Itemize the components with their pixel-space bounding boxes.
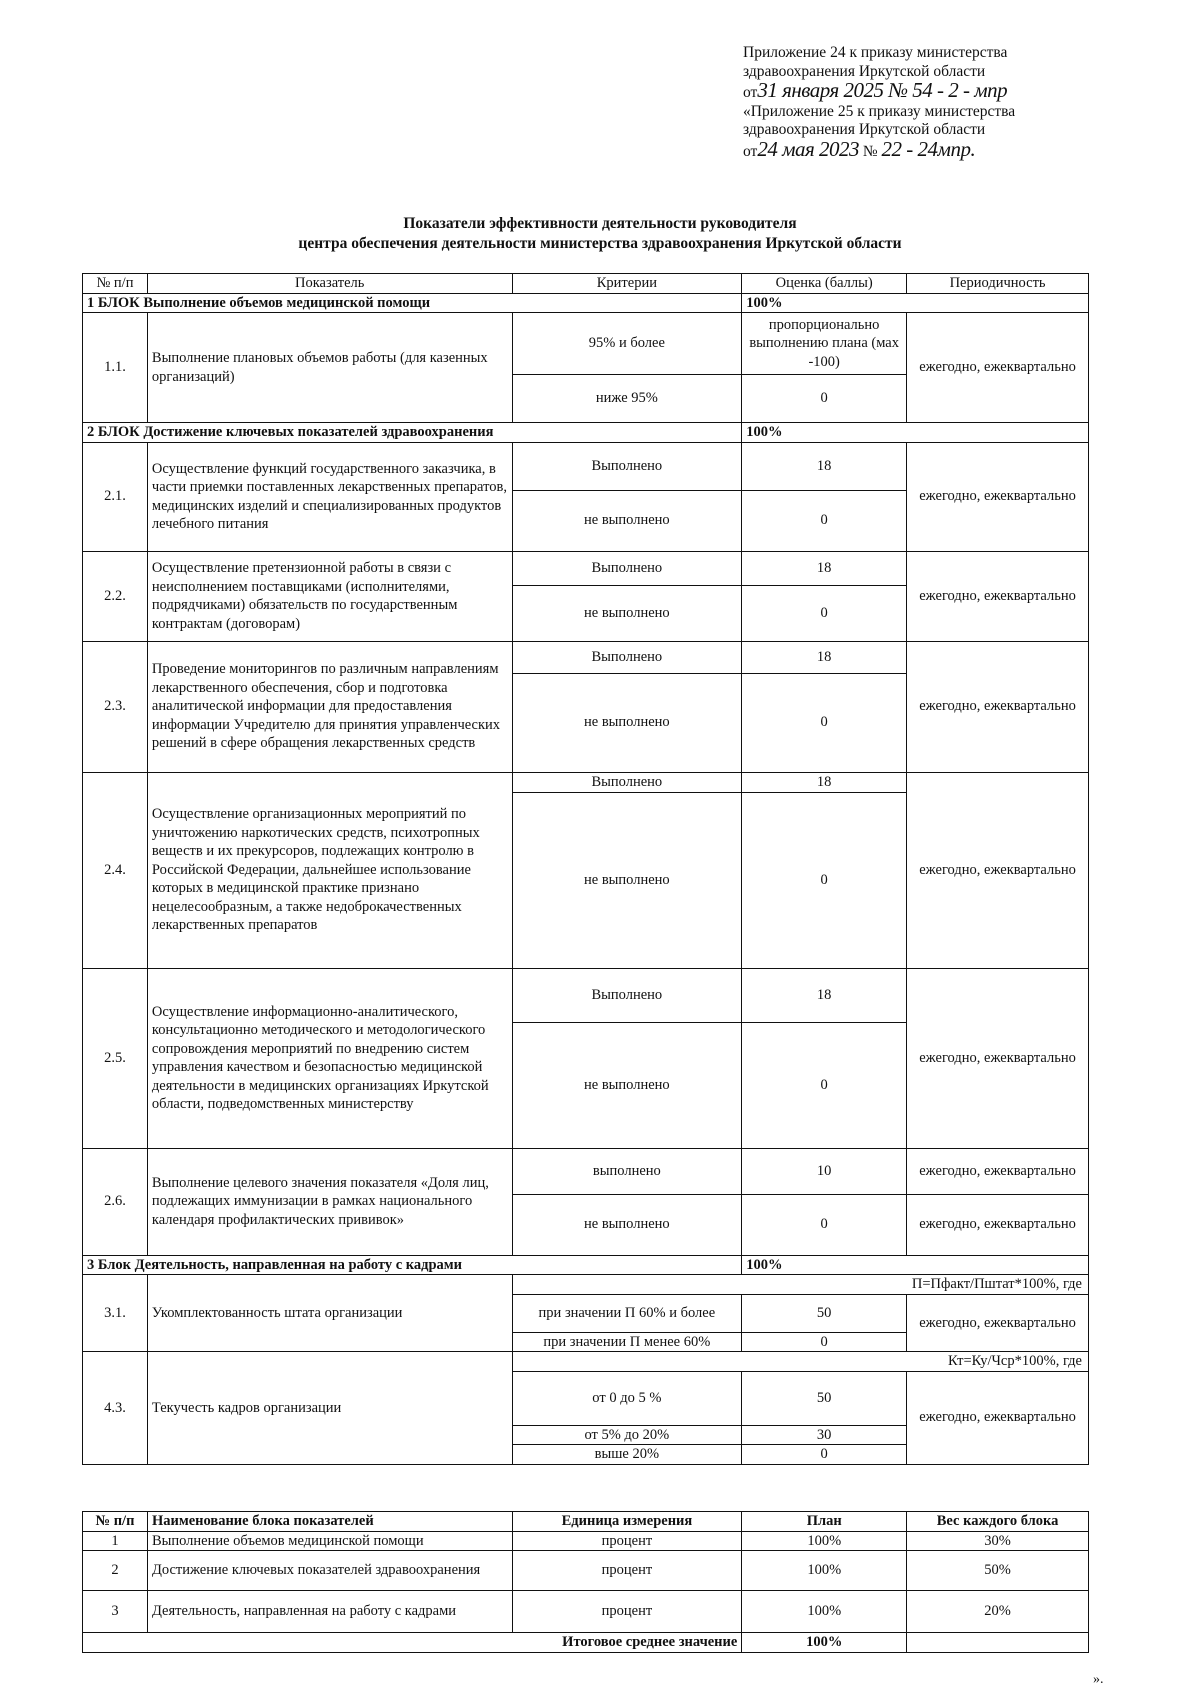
- score: 0: [742, 1194, 907, 1255]
- score: 18: [742, 641, 907, 673]
- row-indicator: Выполнение плановых объемов работы (для казенных организаций): [147, 313, 512, 423]
- table-row: [83, 1275, 1089, 1295]
- criterion: от 5% до 20%: [512, 1425, 742, 1445]
- score: 30: [742, 1425, 907, 1445]
- block-name: Деятельность, направленная на работу с кадрами: [147, 1591, 512, 1633]
- row-indicator: Проведение мониторингов по различным направлениям лекарственного обеспечения, сбор и подготовка аналитической информации для предоставления информации Учредителю для принятия управленческих решений в сфере обращения лекарственных средств: [147, 641, 512, 772]
- criterion: Выполнено: [512, 442, 742, 490]
- plan: 100%: [742, 1591, 907, 1633]
- row-num: 2.4.: [83, 772, 148, 968]
- period: ежегодно, ежеквартально: [907, 968, 1089, 1148]
- criterion: выше 20%: [512, 1445, 742, 1465]
- col-header-score: Оценка (баллы): [742, 274, 907, 294]
- block-3-pct: 100%: [742, 1255, 1089, 1275]
- table-row: [83, 968, 1089, 1022]
- period: ежегодно, ежеквартально: [907, 641, 1089, 772]
- table-row: [83, 641, 1089, 673]
- score: 0: [742, 792, 907, 968]
- score: 0: [742, 673, 907, 772]
- criterion: не выполнено: [512, 490, 742, 551]
- table-row: [83, 1148, 1089, 1194]
- criterion: Выполнено: [512, 641, 742, 673]
- row-indicator: Осуществление претензионной работы в связи с неисполнением поставщиками (исполнителями, подрядчиками) обязательств по государственным контрактам (договорам): [147, 551, 512, 641]
- total-plan: 100%: [742, 1633, 907, 1653]
- header-line-1: Приложение 24 к приказу министерства: [743, 44, 1008, 61]
- block-weights-table: [82, 1511, 1089, 1653]
- period: ежегодно, ежеквартально: [907, 442, 1089, 551]
- criterion: не выполнено: [512, 1022, 742, 1148]
- score: 18: [742, 442, 907, 490]
- header-from-prefix: от: [743, 84, 758, 101]
- table-header-row: [83, 1512, 1089, 1532]
- score: 0: [742, 585, 907, 641]
- row-num: 3: [83, 1591, 148, 1633]
- header-line-3: [743, 78, 1015, 103]
- period: ежегодно, ежеквартально: [907, 1294, 1089, 1352]
- score: 50: [742, 1294, 907, 1332]
- criterion: Выполнено: [512, 968, 742, 1022]
- score: 0: [742, 490, 907, 551]
- total-label: Итоговое среднее значение: [83, 1633, 742, 1653]
- period: ежегодно, ежеквартально: [907, 1148, 1089, 1194]
- row-indicator: Осуществление организационных мероприятий по уничтожению наркотических средств, психотропных веществ и их прекурсоров, подлежащих контролю в Российской Федерации, дальнейшее использование которых в медицинской практике признано нецелесообразным, а также недоброкачественных лекарственных препаратов: [147, 772, 512, 968]
- row-indicator: Выполнение целевого значения показателя «Доля лиц, подлежащих иммунизации в рамках национального календаря профилактических прививок»: [147, 1148, 512, 1255]
- block-3-label: 3 Блок Деятельность, направленная на работу с кадрами: [83, 1255, 742, 1275]
- criterion: не выполнено: [512, 673, 742, 772]
- period: ежегодно, ежеквартально: [907, 772, 1089, 968]
- total-row: [83, 1633, 1089, 1653]
- score: 50: [742, 1371, 907, 1425]
- col-header-plan: План: [742, 1512, 907, 1532]
- col-header-num: № п/п: [83, 1512, 148, 1532]
- document-title: [0, 214, 1200, 254]
- row-indicator: Укомплектованность штата организации: [147, 1275, 512, 1352]
- block-1-pct: 100%: [742, 293, 1089, 313]
- row-num: 3.1.: [83, 1275, 148, 1352]
- block-row: [83, 293, 1089, 313]
- row-num: 1.1.: [83, 313, 148, 423]
- weight: 50%: [907, 1551, 1089, 1591]
- row-num: 2: [83, 1551, 148, 1591]
- unit: процент: [512, 1591, 742, 1633]
- score: 10: [742, 1148, 907, 1194]
- row-num: 2.6.: [83, 1148, 148, 1255]
- block-row: [83, 1255, 1089, 1275]
- formula: Кт=Ку/Чср*100%, где: [512, 1352, 1089, 1372]
- header-number-sign: №: [862, 142, 878, 160]
- row-num: 1: [83, 1531, 148, 1551]
- criterion: при значении П 60% и более: [512, 1294, 742, 1332]
- plan: 100%: [742, 1531, 907, 1551]
- criterion: Выполнено: [512, 772, 742, 792]
- table-row: [83, 1551, 1089, 1591]
- row-indicator: Текучесть кадров организации: [147, 1352, 512, 1465]
- score: 18: [742, 968, 907, 1022]
- table-row: [83, 442, 1089, 490]
- table-row: [83, 313, 1089, 375]
- header-from-prefix-2: от: [743, 142, 758, 160]
- row-indicator: Осуществление информационно-аналитического, консультационно методического и методологического сопровождения мероприятий по внедрению систем управления качеством и безопасностью медицинской деятельности в медицинских организациях Иркутской области, подведомственных министерству: [147, 968, 512, 1148]
- title-line-1: Показатели эффективности деятельности руководителя: [403, 215, 797, 232]
- col-header-indicator: Показатель: [147, 274, 512, 294]
- weight: 30%: [907, 1531, 1089, 1551]
- closing-quote: ».: [1093, 1672, 1104, 1687]
- row-num: 2.5.: [83, 968, 148, 1148]
- title-line-2: центра обеспечения деятельности министерства здравоохранения Иркутской области: [298, 235, 902, 252]
- period: ежегодно, ежеквартально: [907, 313, 1089, 423]
- header-line-2: здравоохранения Иркутской области: [743, 62, 986, 80]
- row-num: 2.2.: [83, 551, 148, 641]
- block-2-pct: 100%: [742, 423, 1089, 443]
- handwritten-number-2: 22 - 24мпр.: [881, 136, 976, 161]
- score: пропорционально выполнению плана (мах -100): [742, 313, 907, 375]
- col-header-num: № п/п: [83, 274, 148, 294]
- table-row: [83, 551, 1089, 585]
- criterion: ниже 95%: [512, 375, 742, 423]
- period: ежегодно, ежеквартально: [907, 1371, 1089, 1464]
- table-row: [83, 1531, 1089, 1551]
- criterion: не выполнено: [512, 1194, 742, 1255]
- total-weight-empty: [907, 1633, 1089, 1653]
- score: 0: [742, 375, 907, 423]
- table-row: [83, 772, 1089, 792]
- period: ежегодно, ежеквартально: [907, 1194, 1089, 1255]
- score: 18: [742, 551, 907, 585]
- col-header-period: Периодичность: [907, 274, 1089, 294]
- header-line-6: [743, 136, 1015, 162]
- table-row: [83, 1591, 1089, 1633]
- unit: процент: [512, 1531, 742, 1551]
- weight: 20%: [907, 1591, 1089, 1633]
- header-line-5: здравоохранения Иркутской области: [743, 121, 986, 138]
- approval-header: [743, 44, 1015, 161]
- criterion: при значении П менее 60%: [512, 1332, 742, 1352]
- header-line-4: «Приложение 25 к приказу министерства: [743, 102, 1016, 120]
- criterion: 95% и более: [512, 313, 742, 375]
- criterion: Выполнено: [512, 551, 742, 585]
- period: ежегодно, ежеквартально: [907, 551, 1089, 641]
- plan: 100%: [742, 1551, 907, 1591]
- block-1-label: 1 БЛОК Выполнение объемов медицинской помощи: [83, 293, 742, 313]
- table-row: [83, 1352, 1089, 1372]
- row-indicator: Осуществление функций государственного заказчика, в части приемки поставленных лекарственных препаратов, медицинских изделий и специализированных продуктов лечебного питания: [147, 442, 512, 551]
- block-2-label: 2 БЛОК Достижение ключевых показателей здравоохранения: [83, 423, 742, 443]
- block-row: [83, 423, 1089, 443]
- col-header-block-name: Наименование блока показателей: [147, 1512, 512, 1532]
- criterion: выполнено: [512, 1148, 742, 1194]
- unit: процент: [512, 1551, 742, 1591]
- col-header-weight: Вес каждого блока: [907, 1512, 1089, 1532]
- criterion: от 0 до 5 %: [512, 1371, 742, 1425]
- row-num: 2.1.: [83, 442, 148, 551]
- criterion: не выполнено: [512, 585, 742, 641]
- row-num: 2.3.: [83, 641, 148, 772]
- score: 0: [742, 1445, 907, 1465]
- block-name: Выполнение объемов медицинской помощи: [147, 1531, 512, 1551]
- criterion: не выполнено: [512, 792, 742, 968]
- handwritten-date-2: 24 мая 2023: [757, 136, 859, 161]
- formula: П=Пфакт/Пштат*100%, где: [512, 1275, 1089, 1295]
- indicators-table: [82, 273, 1089, 1465]
- handwritten-date-number: 31 января 2025 № 54 - 2 - мпр: [757, 78, 1008, 102]
- row-num: 4.3.: [83, 1352, 148, 1465]
- col-header-unit: Единица измерения: [512, 1512, 742, 1532]
- score: 0: [742, 1022, 907, 1148]
- score: 18: [742, 772, 907, 792]
- col-header-criteria: Критерии: [512, 274, 742, 294]
- score: 0: [742, 1332, 907, 1352]
- block-name: Достижение ключевых показателей здравоохранения: [147, 1551, 512, 1591]
- table-header-row: [83, 274, 1089, 294]
